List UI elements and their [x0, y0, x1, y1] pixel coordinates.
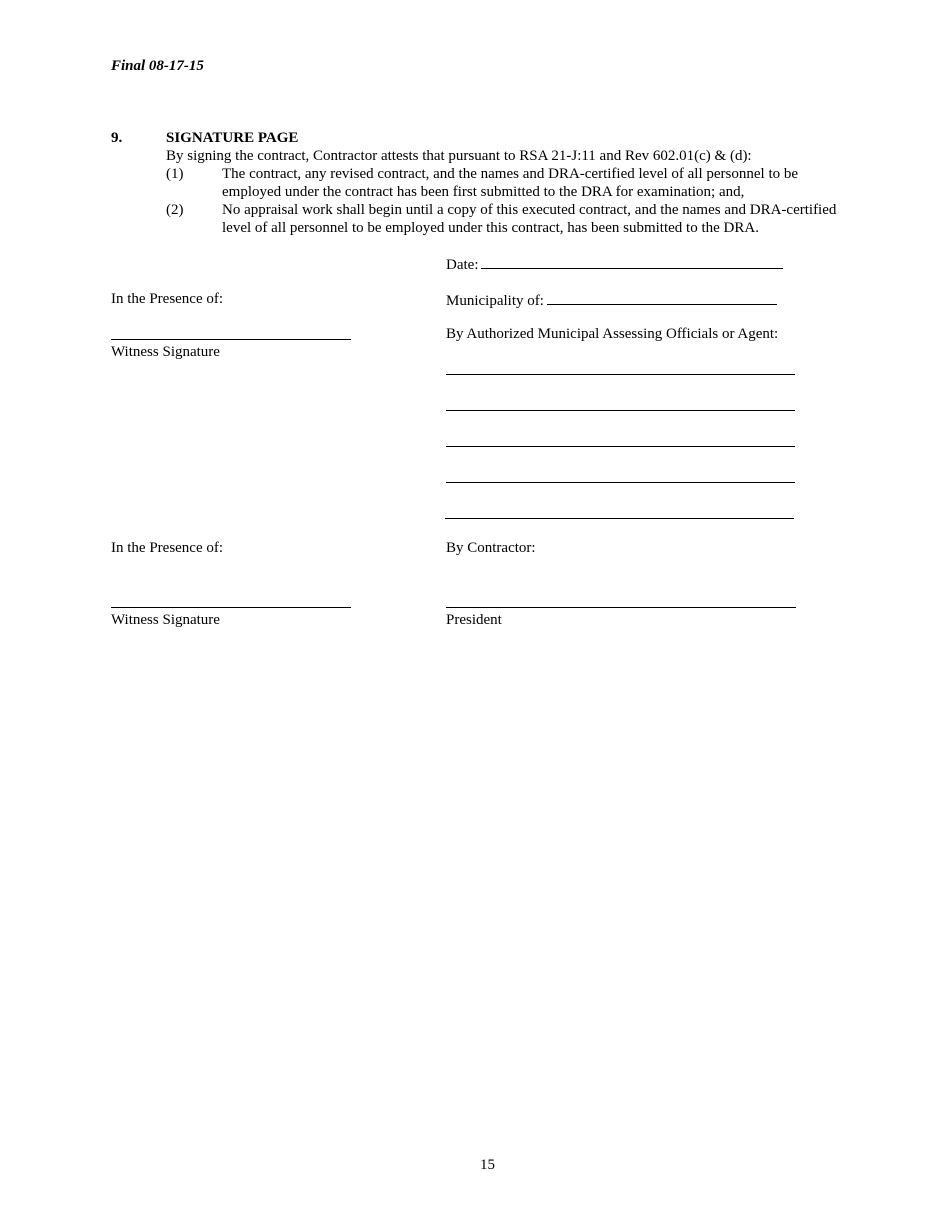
- official-signature-line-3[interactable]: [446, 446, 795, 447]
- municipality-input-line[interactable]: [547, 290, 777, 305]
- document-version: Final 08-17-15: [111, 58, 204, 74]
- item-number-1: (1): [166, 166, 184, 182]
- municipality-label: Municipality of:: [446, 293, 544, 309]
- president-label: President: [446, 612, 502, 628]
- contractor-label: By Contractor:: [446, 540, 536, 556]
- witness-signature-line-2[interactable]: [111, 607, 351, 608]
- official-signature-line-2[interactable]: [446, 410, 795, 411]
- date-label: Date:: [446, 257, 479, 273]
- official-signature-line-5[interactable]: [445, 518, 794, 519]
- section-number: 9.: [111, 130, 123, 146]
- witness-signature-label-1: Witness Signature: [111, 344, 220, 360]
- presence-label-contractor: In the Presence of:: [111, 540, 224, 556]
- president-signature-line[interactable]: [446, 607, 796, 608]
- presence-label-municipal: In the Presence of:: [111, 291, 224, 307]
- page-number: 15: [480, 1157, 495, 1173]
- section-title: SIGNATURE PAGE: [166, 130, 299, 146]
- item-text-2-line-2: level of all personnel to be employed under this contract, has been submitted to the DRA.: [222, 220, 759, 236]
- section-intro: By signing the contract, Contractor attests that pursuant to RSA 21-J:11 and Rev 602.01(c) & (d):: [166, 148, 752, 164]
- date-field: [446, 254, 783, 274]
- item-text-1-line-2: employed under the contract has been first submitted to the DRA for examination; and,: [222, 184, 745, 200]
- item-text-2-line-1: No appraisal work shall begin until a copy of this executed contract, and the names and DRA-certified: [222, 202, 837, 218]
- official-signature-line-4[interactable]: [446, 482, 795, 483]
- witness-signature-line-1[interactable]: [111, 339, 351, 340]
- witness-signature-label-2: Witness Signature: [111, 612, 220, 628]
- item-text-1-line-1: The contract, any revised contract, and the names and DRA-certified level of all personnel to be: [222, 166, 799, 182]
- date-input-line[interactable]: [481, 254, 783, 269]
- official-signature-line-1[interactable]: [446, 374, 795, 375]
- municipality-field: [446, 290, 777, 310]
- item-number-2: (2): [166, 202, 184, 218]
- officials-label: By Authorized Municipal Assessing Officials or Agent:: [446, 326, 779, 342]
